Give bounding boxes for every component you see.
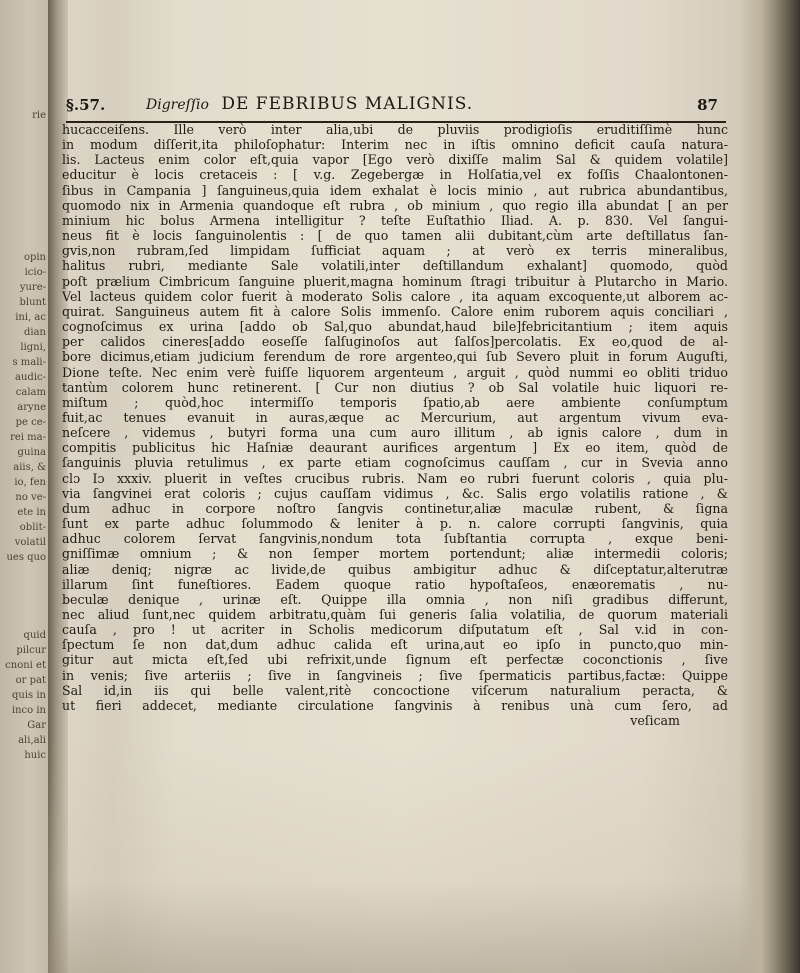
margin-fragment: ligni, [20, 342, 46, 353]
margin-fragment: no ve- [15, 492, 46, 503]
margin-fragment: audic- [15, 372, 46, 383]
margin-fragment: opin [23, 252, 46, 263]
text-line: ſpectum ſe non dat,dum adhuc calida eſt urina,aut eo ipſo in puncto,quo min- [62, 637, 728, 653]
text-line: bore dicimus,etiam judicium ferendum de rore argenteo,qui ſub Severo pluit in forum Auguſti, [62, 349, 728, 365]
text-line: Sal id,in iis qui belle valent,ritè concoctione viſcerum naturalium peracta, & [62, 682, 728, 698]
text-line: Vel lacteus quidem color fuerit à moderato Solis calore , ita aquam excoquente,ut alborem ac- [62, 288, 728, 304]
text-line: Dione teſte. Nec enim verè fuiſſe liquorem argenteum , arguit , quòd nummi eo obliti triduo [62, 364, 728, 380]
margin-fragment: blunt [19, 297, 46, 308]
margin-fragment: or pat [15, 675, 46, 686]
facing-page-margin [0, 0, 48, 973]
margin-fragment: cnoni et [5, 660, 46, 671]
page-number: 87 [697, 96, 718, 114]
text-line: in modum diſſerit,ita philoſophatur: Interim nec in iſtis omnino deficit cauſa natura- [62, 137, 728, 153]
text-line: neus fit è locis ſanguinolentis : [ de quo tamen alii dubitant,cùm arte deſtillatus ſan- [62, 228, 728, 244]
text-line: neſcere , videmus , butyri forma una cum auro illitum , ab ignis calore , dum in [62, 425, 728, 441]
text-line: nec aliud ſunt,nec quidem arbitratu,quàm ſui generis ſalia volatilia, de quorum materiali [62, 607, 728, 622]
margin-fragment: rei ma- [10, 432, 46, 443]
margin-fragment: rie [32, 110, 46, 121]
margin-fragment: icio- [24, 267, 46, 278]
text-line: tantùm colorem hunc retinerent. [ Cur non diutius ? ob Sal volatile huic liquori re- [62, 379, 728, 395]
margin-fragment: guina [17, 447, 46, 458]
margin-fragment: pe ce- [15, 417, 46, 428]
text-line: via ſangvinei erat coloris ; cujus cauſſam vidimus , &c. Salis ergo volatilis ratione , & [62, 485, 728, 501]
text-line: halitus rubri, mediante Sale volatili,inter deſtillandum exhalant] quomodo, quòd [62, 258, 728, 274]
margin-fragment: volatil [14, 537, 46, 548]
margin-fragment: pilcur [16, 645, 46, 656]
text-line: cognoſcimus ex urina [addo ob Sal,quo abundat,haud bile]febricitantium ; item aquis [62, 319, 728, 335]
margin-fragment: oblit- [19, 522, 46, 533]
text-line: gitur aut micta eſt,ſed ubi refrixit,unde ſignum eſt perfectæ coconctionis , ſive [62, 652, 728, 668]
right-page-edge [740, 0, 800, 973]
text-line: adhuc colorem ſervat ſangvinis,nondum tota ſubſtantia corrupta , exque beni- [62, 531, 728, 547]
margin-fragment: ues quo [6, 552, 46, 563]
margin-fragment: Gar [27, 720, 46, 731]
text-line: dum adhuc in corpore noſtro ſangvis continetur,aliæ maculæ rubent, & ſigna [62, 500, 728, 516]
text-line: hucacceiſens. Ille verò inter alia,ubi de pluviis prodigioſis eruditiſſimè hunc [62, 122, 728, 137]
body-text [62, 122, 728, 728]
text-line: illarum ſint funeſtiores. Eadem quoque ratio hypoſtaſeos, enæorematis , nu- [62, 576, 728, 592]
margin-fragment: aryne [17, 402, 46, 413]
text-line: compitis publicitus hic Haſniæ deaurant aurifices argentum ] Ex eo item, quòd de [62, 440, 728, 456]
text-line: minium hic bolus Armena intelligitur ? teſte Euſtathio Iliad. A. p. 830. Vel ſangui- [62, 212, 728, 228]
text-line: quomodo nix in Armenia quandoque eſt rubra , ob minium , quo regio illa abundat [ an per [62, 197, 728, 213]
digression-label: Digreſſio [146, 97, 209, 113]
margin-fragment: inco in [11, 705, 46, 716]
text-line: poſt prælium Cimbricum ſanguine pluerit,magna hominum ſtragi tribuitur à Plutarcho in Mario. [62, 273, 728, 289]
running-header [66, 92, 726, 118]
text-line: in venis; ſive arteriis ; ſive in ſangvineis ; ſive ſpermaticis partibus,factæ: Quippe [62, 667, 728, 683]
text-line: fuit,ac tenues evanuit in auras,æque ac Mercurium, aut argentum vivum eva- [62, 409, 728, 425]
text-line: veſicam [630, 713, 680, 729]
text-line: ut fieri addecet, mediante circulatione ſangvinis à renibus unà cum ſero, ad [62, 697, 728, 713]
text-line: per calidos cineres[addo eoseſſe ſalſuginoſos aut ſalſos]percolatis. Ex eo,quod de al- [62, 334, 728, 350]
text-line: educitur è locis cretaceis : [ v.g. Zegebergæ in Holſatia,vel ex foſſis Chaalontonen- [62, 167, 728, 183]
lower-page-shading [48, 743, 800, 973]
text-line: cauſa , pro ! ut acriter in Scholis medicorum diſputatum eſt , Sal v.id in con- [62, 622, 728, 638]
text-line: gvis,non rubram,ſed limpidam ſufficiat aquam ; at verò ex terris mineralibus, [62, 243, 728, 259]
margin-fragment: huic [24, 750, 46, 761]
running-title-group [146, 94, 473, 114]
margin-fragment: dian [23, 327, 46, 338]
margin-fragment: quid [23, 630, 46, 641]
text-line: aliæ deniq; nigræ ac livide,de quibus ambigitur adhuc & diſceptatur,alterutræ [62, 561, 728, 577]
text-line: ſanguinis pluvia retulimus , ex parte etiam cognoſcimus cauſſam , cur in Svevia anno [62, 455, 728, 471]
margin-fragment: calam [15, 387, 46, 398]
running-title: DE FEBRIBUS MALIGNIS. [221, 94, 474, 114]
section-number: §.57. [66, 96, 106, 114]
text-line: clɔ Iɔ xxxiv. pluerit in veſtes crucibus rubris. Nam eo rubri fuerunt coloris , quia plu- [62, 470, 728, 486]
margin-fragment: ete in [17, 507, 46, 518]
text-line: quirat. Sanguineus autem fit à calore Solis immenſo. Calore enim ruborem aquis conciliari , [62, 303, 728, 319]
margin-fragment: yure- [19, 282, 46, 293]
text-line: beculæ denique , urinæ eſt. Quippe illa omnia , non niſi gradibus differunt, [62, 591, 728, 607]
margin-fragment: ini, ac [15, 312, 46, 323]
text-line: miſtum ; quòd,hoc intermiſſo temporis ſpatio,ab aere ambiente conſumptum [62, 394, 728, 410]
margin-fragment: io, fen [14, 477, 46, 488]
text-line: ſibus in Campania ] ſanguineus,quia idem exhalat è locis minio , aut rubrica abundantibus, [62, 182, 728, 198]
margin-fragment: aiis, & [13, 462, 46, 473]
text-line: ſunt ex parte adhuc ſolummodo & leniter à p. n. calore corrupti ſangvinis, quia [62, 516, 728, 532]
margin-fragment: quis in [12, 690, 46, 701]
margin-fragment: s mali- [12, 357, 46, 368]
margin-fragment: ali,ali [18, 735, 46, 746]
text-line: lis. Lacteus enim color eſt,quia vapor [Ego verò dixiſſe malim Sal & quidem volatile] [62, 152, 728, 168]
text-line: gniſſimæ omnium ; & non ſemper mortem portendunt; aliæ intermedii coloris; [62, 546, 728, 562]
